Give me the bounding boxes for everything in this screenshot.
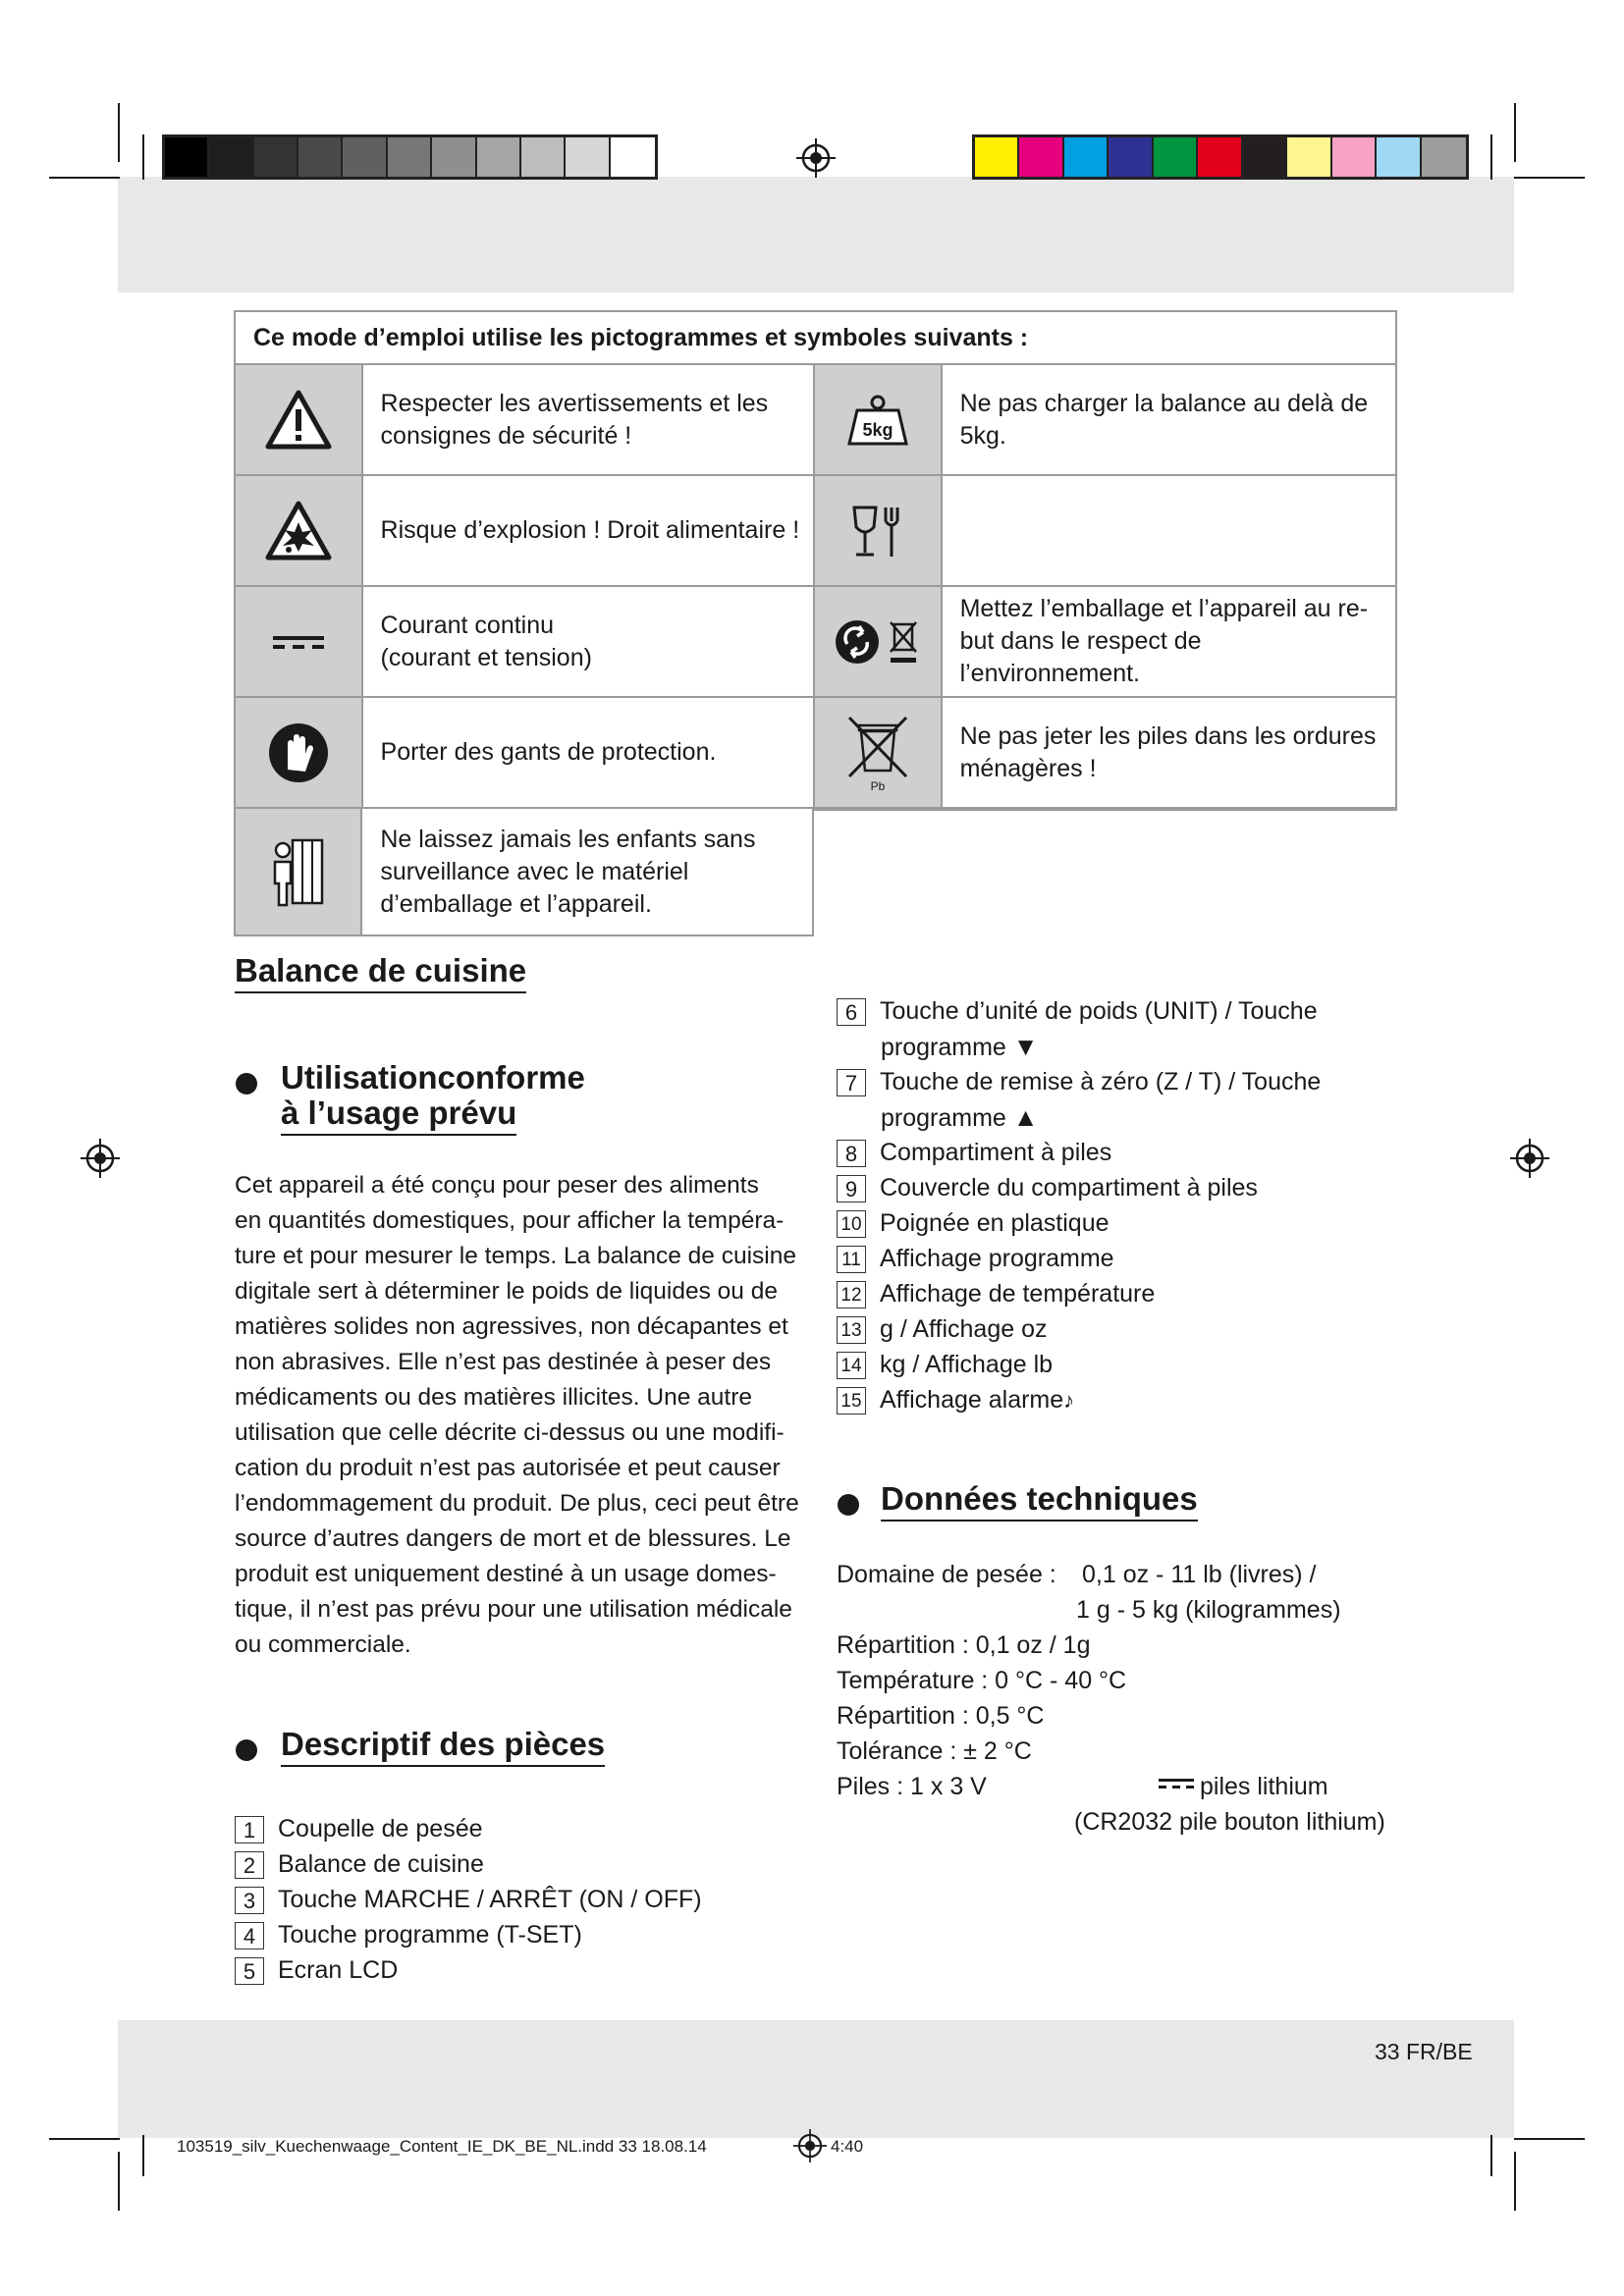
part-number: 2	[235, 1851, 264, 1879]
tech-temperature: Température : 0 °C - 40 °C	[837, 1667, 1127, 1694]
section-bullet-icon	[236, 1073, 257, 1095]
list-item	[235, 1846, 484, 1882]
paragraph-line: l’endommagement du produit. De plus, ceci peut être	[235, 1490, 799, 1517]
weight-label: 5kg	[862, 419, 893, 440]
part-label: Affichage alarme	[880, 1386, 1064, 1414]
color-swatch	[1422, 137, 1466, 177]
crop-mark	[1514, 2152, 1516, 2211]
list-item	[235, 1882, 702, 1917]
part-label: Affichage programme	[880, 1245, 1114, 1272]
part-number: 11	[837, 1246, 866, 1273]
header-band	[118, 177, 1514, 293]
color-swatch	[388, 137, 432, 177]
paragraph-line: cation du produit n’est pas autorisée et peut causer	[235, 1455, 781, 1481]
list-item	[837, 1276, 1155, 1311]
battery-disposal-icon	[815, 698, 943, 807]
protective-gloves-icon	[236, 698, 363, 807]
tech-range-value: 0,1 oz - 11 lb (livres) /	[1082, 1561, 1317, 1588]
pictogram-description-line: Courant continu	[380, 611, 555, 639]
paragraph-line: source d’autres dangers de mort et de blessures. Le	[235, 1525, 791, 1552]
color-swatch	[1154, 137, 1198, 177]
part-label: Coupelle de pesée	[278, 1815, 483, 1842]
tech-batteries: Piles : 1 x 3 V	[837, 1773, 987, 1800]
table-row	[236, 365, 1395, 476]
section-title: Utilisationconforme	[281, 1059, 585, 1095]
file-name: 103519_silv_Kuechenwaage_Content_IE_DK_BE_NL.indd 33	[177, 2137, 637, 2156]
part-label: Touche MARCHE / ARRÊT (ON / OFF)	[278, 1886, 702, 1913]
section-title: à l’usage prévu	[281, 1095, 516, 1136]
part-number: 3	[235, 1887, 264, 1914]
registration-mark-icon	[1510, 1139, 1549, 1178]
paragraph-line: matières solides non agressives, non décapantes et	[235, 1313, 788, 1340]
part-label: Affichage de température	[880, 1280, 1156, 1308]
crop-mark	[1514, 177, 1585, 179]
color-swatch	[1243, 137, 1287, 177]
crop-mark	[118, 2152, 120, 2211]
battery-disposal-label: Pb	[870, 778, 886, 793]
part-label-continuation: programme	[881, 1034, 1013, 1061]
part-label-continuation: programme	[881, 1104, 1013, 1132]
part-number: 5	[235, 1957, 264, 1985]
part-label: Compartiment à piles	[880, 1139, 1112, 1166]
tech-range-value: 1 g - 5 kg (kilogrammes)	[1076, 1596, 1341, 1624]
color-swatch	[298, 137, 343, 177]
color-swatch	[165, 137, 209, 177]
list-item	[235, 1917, 582, 1952]
list-item	[837, 993, 1318, 1029]
pictogram-description-line: (courant et tension)	[380, 643, 592, 671]
color-swatch	[254, 137, 298, 177]
pictogram-description	[363, 587, 815, 696]
pictogram-table-title: Ce mode d’emploi utilise les pictogrammes et symboles suivants :	[236, 312, 1395, 365]
table-row	[236, 587, 1395, 698]
color-swatch	[1377, 137, 1421, 177]
part-label: Balance de cuisine	[278, 1850, 484, 1878]
tech-temp-resolution: Répartition : 0,5 °C	[837, 1702, 1045, 1730]
part-label: Couvercle du compartiment à piles	[880, 1174, 1258, 1201]
color-swatch	[1064, 137, 1109, 177]
crop-mark	[1514, 2138, 1585, 2140]
intended-use-paragraph	[235, 1168, 804, 1663]
section-bullet-icon	[838, 1494, 859, 1516]
part-number: 13	[837, 1316, 866, 1344]
pictogram-table	[234, 310, 1397, 936]
paragraph-line: ture et pour mesurer le temps. La balance de cuisine	[235, 1243, 796, 1269]
part-label: Touche programme (T-SET)	[278, 1921, 582, 1949]
arrow-down-icon: ▼	[1012, 1032, 1039, 1061]
part-number: 10	[837, 1210, 866, 1238]
file-info	[177, 2137, 707, 2157]
list-item	[837, 1170, 1258, 1205]
pictogram-description	[943, 476, 1395, 585]
tech-range-label: Domaine de pesée :	[837, 1561, 1056, 1588]
part-label: g / Affichage oz	[880, 1315, 1048, 1343]
pictogram-description: Respecter les avertissements et les consignes de sécurité !	[363, 365, 815, 474]
gray-calibration-bar	[162, 134, 658, 180]
crop-mark	[142, 2135, 144, 2176]
section-title: Données techniques	[881, 1480, 1198, 1522]
arrow-up-icon: ▲	[1012, 1102, 1039, 1132]
paragraph-line: en quantités domestiques, pour afficher la tempéra-	[235, 1207, 785, 1234]
section-bullet-icon	[236, 1739, 257, 1761]
list-item	[837, 1064, 1321, 1099]
list-item	[837, 1205, 1110, 1241]
part-label: Touche de remise à zéro (Z / T) / Touche	[880, 1068, 1322, 1095]
list-item	[837, 1135, 1111, 1170]
pictogram-description: Porter des gants de protection.	[363, 698, 815, 807]
part-label: Ecran LCD	[278, 1956, 399, 1984]
paragraph-line: ou commerciale.	[235, 1631, 411, 1658]
registration-mark-icon	[796, 138, 836, 178]
pictogram-description: Ne laissez jamais les enfants sans surveillance avec le matériel d’emballage et l’appareil.	[362, 809, 814, 934]
part-number: 14	[837, 1352, 866, 1379]
pictogram-description: Ne pas jeter les piles dans les ordures ménagères !	[959, 721, 1377, 782]
part-number: 8	[837, 1140, 866, 1167]
color-swatch	[566, 137, 610, 177]
explosion-warning-icon	[236, 476, 363, 585]
tech-battery-type: piles lithium	[1200, 1773, 1328, 1800]
color-swatch	[611, 137, 655, 177]
weight-5kg-icon	[815, 365, 943, 474]
pictogram-description: Mettez l’emballage et l’appareil au re-but dans le respect de l’environnement.	[959, 595, 1369, 687]
part-number: 12	[837, 1281, 866, 1308]
list-item-continuation	[881, 1029, 1039, 1065]
crop-mark	[1514, 103, 1516, 162]
paragraph-line: non abrasives. Elle n’est pas destinée à peser des	[235, 1349, 772, 1375]
crop-mark	[142, 134, 144, 180]
list-item	[837, 1382, 1074, 1418]
color-swatch	[477, 137, 521, 177]
registration-mark-icon	[793, 2129, 827, 2163]
color-swatch	[432, 137, 476, 177]
section-title: Descriptif des pièces	[281, 1726, 605, 1767]
part-number: 15	[837, 1387, 866, 1415]
table-row	[236, 809, 1395, 934]
color-swatch	[975, 137, 1019, 177]
color-swatch	[1109, 137, 1153, 177]
part-label: kg / Affichage lb	[880, 1351, 1054, 1378]
color-calibration-bar	[972, 134, 1469, 180]
table-row	[236, 476, 1395, 587]
tech-battery-model: (CR2032 pile bouton lithium)	[1074, 1808, 1385, 1836]
table-row	[236, 698, 1395, 809]
color-swatch	[1198, 137, 1242, 177]
paragraph-line: produit est uniquement destiné à un usage domes-	[235, 1561, 777, 1587]
registration-mark-icon	[81, 1139, 120, 1178]
crop-mark	[1490, 2135, 1492, 2176]
part-number: 1	[235, 1816, 264, 1843]
file-date: 18.08.14	[641, 2137, 707, 2156]
part-number: 6	[837, 998, 866, 1026]
direct-current-icon	[1159, 1777, 1194, 1790]
direct-current-icon	[236, 587, 363, 696]
list-item	[837, 1241, 1114, 1276]
part-number: 4	[235, 1922, 264, 1949]
paragraph-line: digitale sert à déterminer le poids de liquides ou de	[235, 1278, 778, 1305]
warning-triangle-icon	[236, 365, 363, 474]
child-supervision-icon	[236, 809, 362, 934]
paragraph-line: utilisation que celle décrite ci-dessus ou une modifi-	[235, 1419, 785, 1446]
paragraph-line: tique, il n’est pas prévu pour une utilisation médicale	[235, 1596, 792, 1623]
color-swatch	[1019, 137, 1063, 177]
paragraph-line: médicaments ou des matières illicites. Une autre	[235, 1384, 752, 1411]
crop-mark	[118, 103, 120, 162]
paragraph-line: Cet appareil a été conçu pour peser des aliments	[235, 1172, 759, 1199]
recycle-icon	[815, 587, 943, 696]
part-label: Touche d’unité de poids (UNIT) / Touche	[880, 997, 1318, 1025]
color-swatch	[343, 137, 387, 177]
list-item	[837, 1311, 1048, 1347]
color-swatch	[1332, 137, 1377, 177]
color-swatch	[1287, 137, 1331, 177]
main-title: Balance de cuisine	[235, 952, 526, 993]
footer-band	[118, 2020, 1514, 2138]
part-number: 7	[837, 1069, 866, 1096]
color-swatch	[521, 137, 566, 177]
pictogram-description: Risque d’explosion ! Droit alimentaire !	[363, 476, 815, 585]
list-item	[837, 1347, 1053, 1382]
pictogram-description: Ne pas charger la balance au delà de 5kg.	[959, 389, 1369, 450]
color-swatch	[209, 137, 253, 177]
part-number: 9	[837, 1175, 866, 1202]
part-label: Poignée en plastique	[880, 1209, 1110, 1237]
list-item	[235, 1952, 398, 1988]
file-time: 4:40	[831, 2137, 864, 2156]
empty-cell	[814, 809, 1397, 936]
alarm-bell-icon: ♪	[1063, 1388, 1075, 1413]
crop-mark	[1490, 134, 1492, 180]
list-item-continuation	[881, 1099, 1039, 1136]
tech-tolerance: Tolérance : ± 2 °C	[837, 1737, 1032, 1765]
crop-mark	[49, 2138, 120, 2140]
crop-mark	[49, 177, 120, 179]
tech-resolution: Répartition : 0,1 oz / 1g	[837, 1631, 1091, 1659]
food-safe-icon	[815, 476, 943, 585]
page-number: 33 FR/BE	[1375, 2039, 1473, 2064]
list-item	[235, 1811, 483, 1846]
